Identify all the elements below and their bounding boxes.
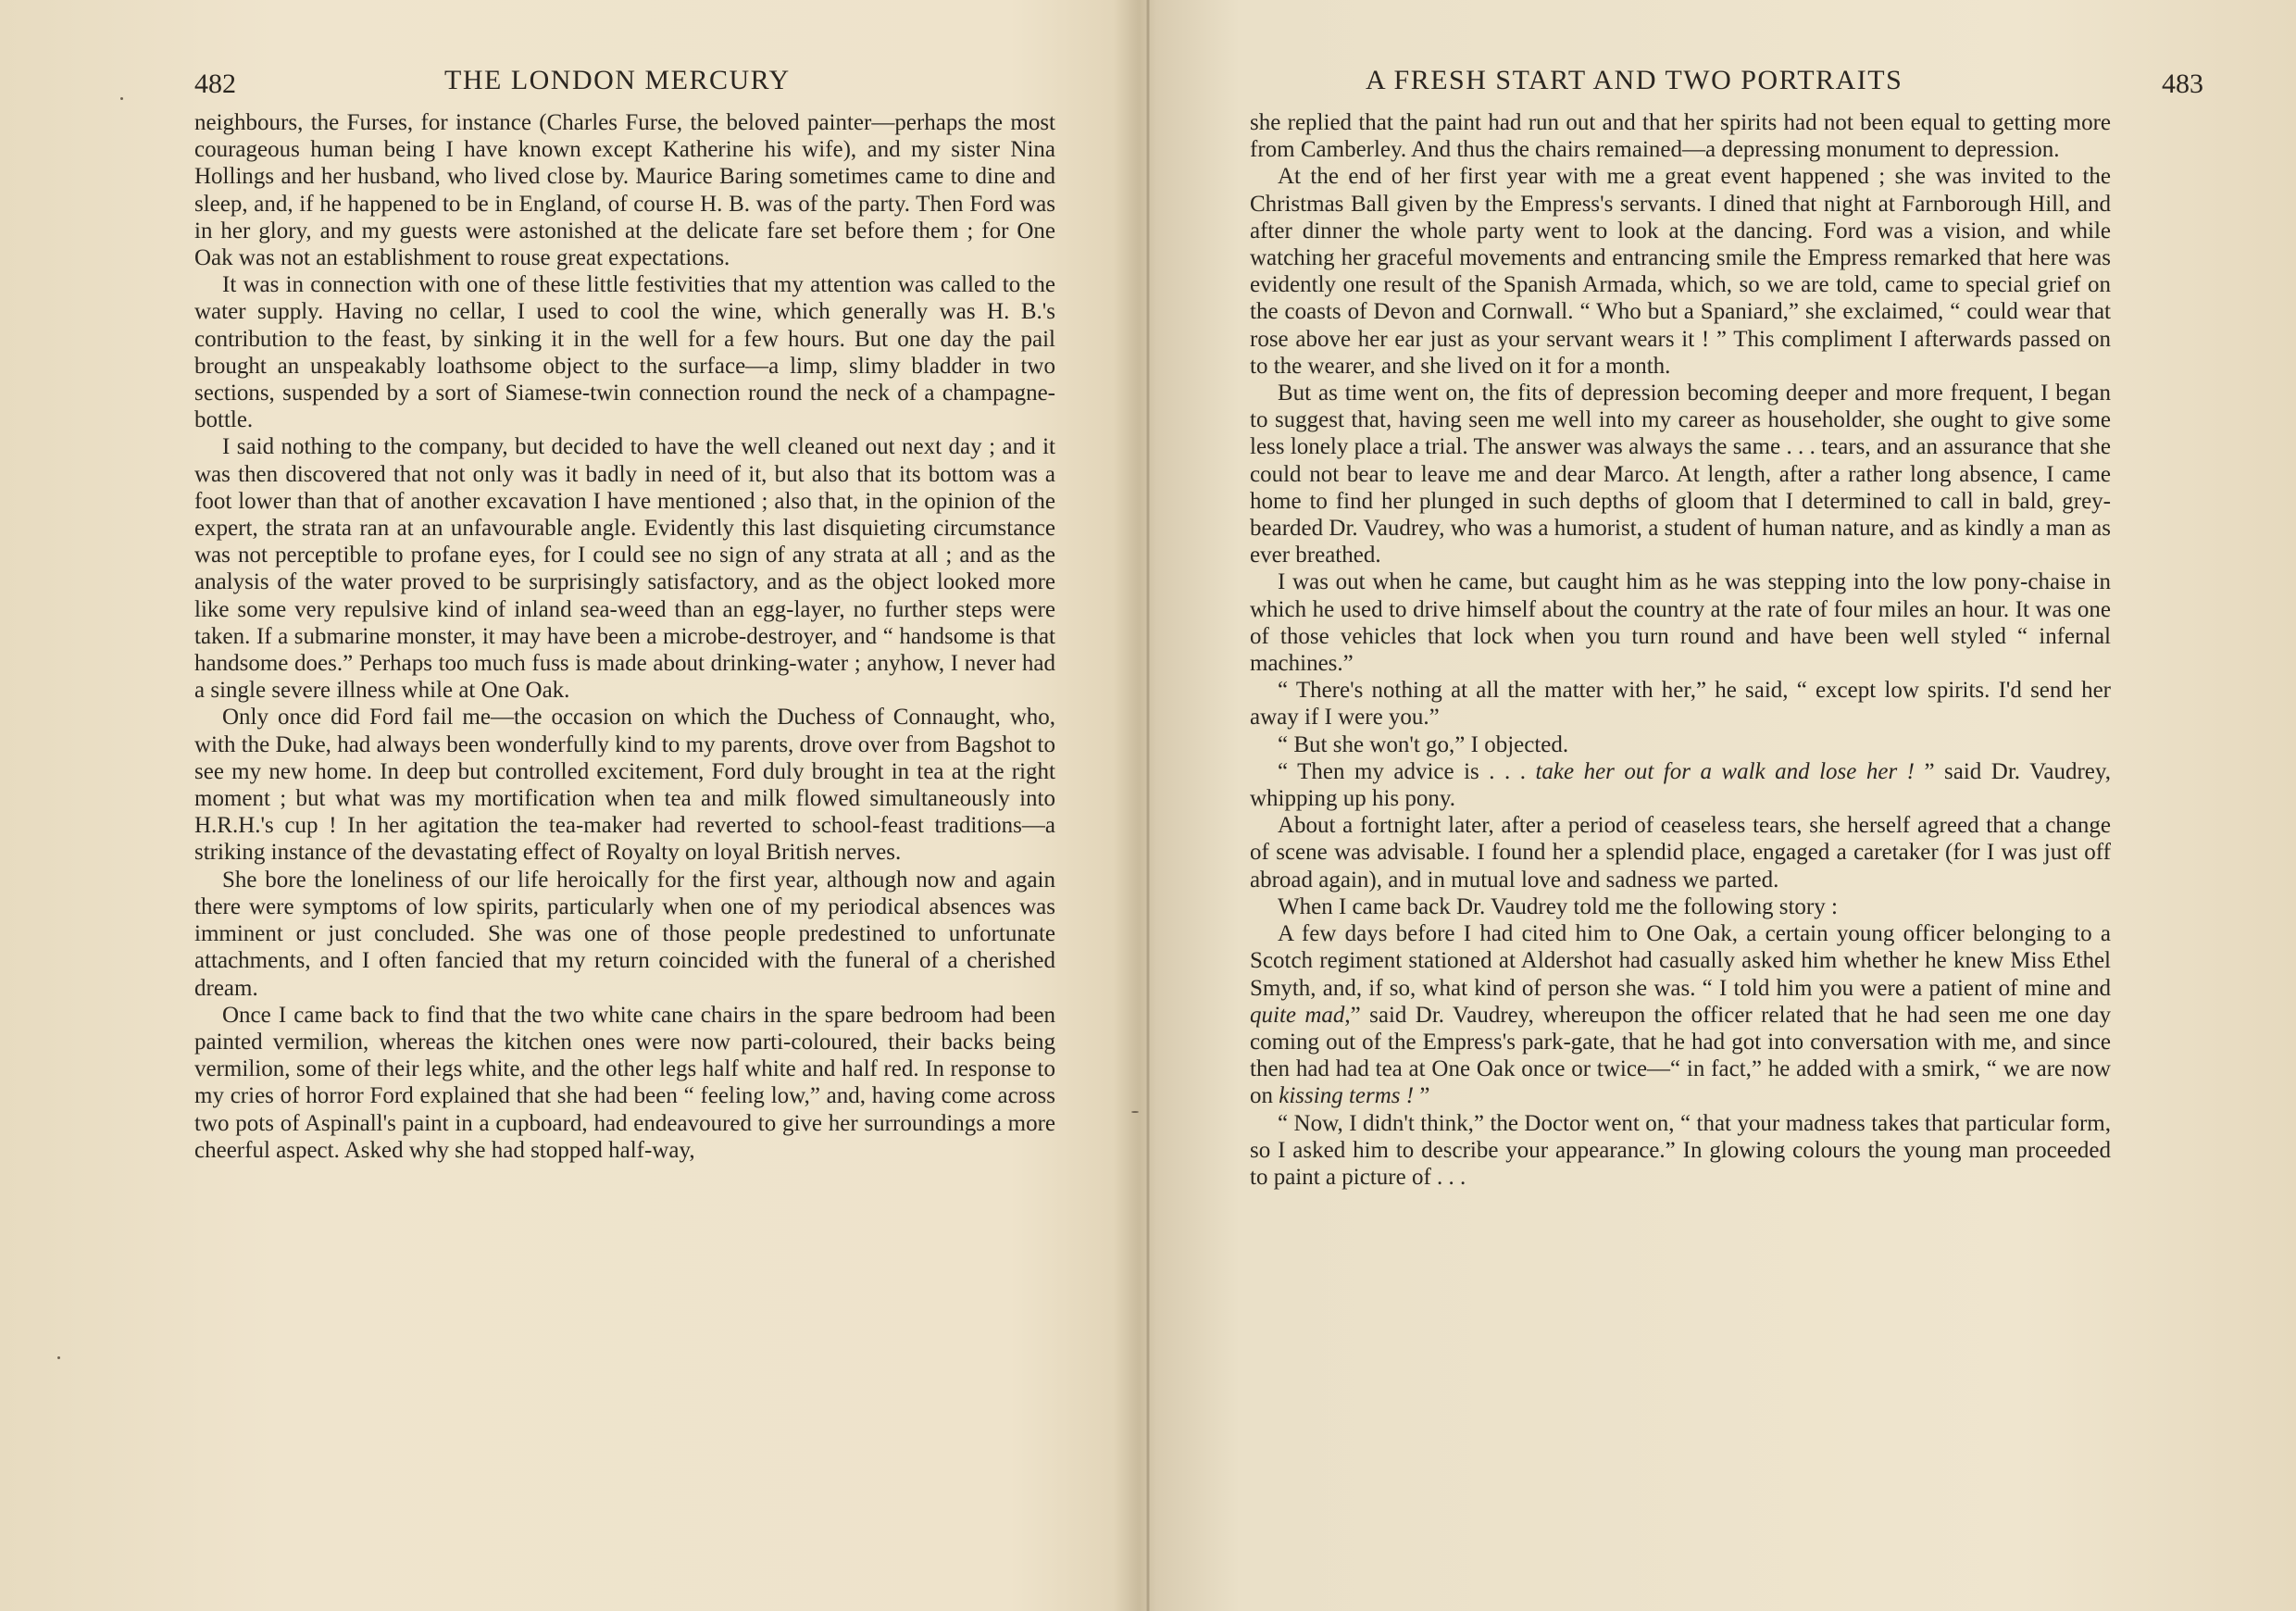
left-page-body xyxy=(194,109,1055,1164)
left-page-header xyxy=(194,65,1055,102)
paragraph xyxy=(1250,920,2111,1109)
paragraph: Once I came back to find that the two white cane chairs in the spare bedroom had been painted vermilion, whereas the kitchen ones were now parti-coloured, their backs being vermilion, some of their legs white, and the other legs half white and half red. In response to my cries of horror Ford explained that she had been “ feeling low,” and, having come across two pots of Aspinall's paint in a cupboard, had endeavoured to give her surroundings a more cheerful aspect. Asked why she had stopped half-way, xyxy=(194,1002,1055,1163)
text-run: ” said Dr. Vaudrey, whipping up his pony. xyxy=(1250,758,2111,812)
paragraph: Only once did Ford fail me—the occasion on which the Duchess of Connaught, who, with the Duke, had always been wonderfully kind to my parents, drove over from Bagshot to see my new home. In deep but controlled excitement, Ford duly brought in tea at the right moment ; but what was my mortification when tea and milk flowed simultaneously into H.R.H.'s cup ! In her agitation the tea-maker had reverted to school-feast traditions—a striking instance of the devastating effect of Royalty on loyal British nerves. xyxy=(194,705,1055,866)
running-head: THE LONDON MERCURY xyxy=(444,65,791,95)
text-run: “ Then my advice is . . . xyxy=(1278,758,1536,784)
paragraph: “ Now, I didn't think,” the Doctor went on, “ that your madness takes that particular form, so I asked him to describe your appearance.” In glowing colours the young man proceeded to paint a picture of . . . xyxy=(1250,1110,2111,1190)
running-head: A FRESH START AND TWO PORTRAITS xyxy=(1366,65,1903,95)
paragraph: I was out when he came, but caught him as he was stepping into the low pony-chaise in which he used to drive himself about the country at the rate of four miles an hour. It was one of those vehicles that lock when you turn round and have been well styled “ infernal machines.” xyxy=(1250,569,2111,677)
right-page-body xyxy=(1250,109,2111,1191)
right-page xyxy=(1150,0,2296,1611)
paragraph: About a fortnight later, after a period of ceaseless tears, she herself agreed that a change of scene was advisable. I found her a splendid place, engaged a caretaker (for I was just off abroad again), and in mutual love and sadness we parted. xyxy=(1250,813,2111,893)
italic-text: take her out for a walk and lose her ! xyxy=(1535,758,1915,784)
paragraph: At the end of her first year with me a great event happened ; she was invited to the Christmas Ball given by the Empress's servants. I dined that night at Farnborough Hill, and after dinner the whole party went to look at the dancing. Ford was a vision, and while watching her graceful movements and entrancing smile the Empress remarked that here was evidently one result of the Spanish Armada, which, so we are told, came to special grief on the coasts of Devon and Cornwall. “ Who but a Spaniard,” she exclaimed, “ could wear that rose above her ear just as your servant wears it ! ” This compliment I afterwards passed on to the wearer, and she lived on it for a month. xyxy=(1250,164,2111,379)
paragraph: I said nothing to the company, but decided to have the well cleaned out next day ; and it was then discovered that not only was it badly in need of it, but also that its bottom was a foot lower than that of another excavation I have mentioned ; also that, in the opinion of the expert, the strata ran at an unfavourable angle. Evidently this last disquieting circumstance was not perceptible to profane eyes, for I could see no sign of any strata at all ; and as the analysis of the water proved to be surprisingly satisfactory, and as the object looked more like some very repulsive kind of inland sea-weed than an egg-layer, no further steps were taken. If a submarine monster, it may have been a microbe-destroyer, and “ handsome is that handsome does.” Perhaps too much fuss is made about drinking-water ; anyhow, I never had a single severe illness while at One Oak. xyxy=(194,434,1055,704)
paragraph: But as time went on, the fits of depression becoming deeper and more frequent, I began to suggest that, having seen me well into my career as householder, she ought to give some less lonely place a trial. The answer was always the same . . . tears, and an assurance that she could not bear to leave me and dear Marco. At length, after a rather long absence, I came home to find her plunged in such depths of gloom that I determined to call in bald, grey-bearded Dr. Vaudrey, who was a humorist, a student of human nature, and as kindly a man as ever breathed. xyxy=(1250,381,2111,568)
text-run: ” xyxy=(1414,1083,1430,1109)
page-number: 483 xyxy=(2162,69,2203,99)
paragraph: “ But she won't go,” I objected. xyxy=(1278,731,1569,757)
paragraph: She bore the loneliness of our life heroically for the first year, although now and again there were symptoms of low spirits, particularly when one of my periodical absences was imminent or just concluded. She was one of those people predestined to unfortunate attachments, and I often fancied that my return coincided with the funeral of a cherished dream. xyxy=(194,867,1055,1001)
paragraph: “ There's nothing at all the matter with her,” he said, “ except low spirits. I'd send her away if I were you.” xyxy=(1250,678,2111,731)
paper-speck xyxy=(57,1356,60,1359)
paragraph: It was in connection with one of these little festivities that my attention was called to the water supply. Having no cellar, I used to cool the wine, which generally was H. B.'s contribution to the feast, by sinking it in the well for a few hours. But one day the pail brought an unspeakably loathsome object to the surface—a limp, slimy bladder in two sections, suspended by a sort of Siamese-twin connection round the neck of a champagne-bottle. xyxy=(194,272,1055,433)
paragraph: neighbours, the Furses, for instance (Charles Furse, the beloved painter—perhaps the most courageous human being I have known except Katherine his wife), and my sister Nina Hollings and her husband, who lived close by. Maurice Baring sometimes came to dine and sleep, and, if he happened to be in England, of course H. B. was of the party. Then Ford was in her glory, and my guests were astonished at the delicate fare set before them ; for One Oak was not an establishment to rouse great expectations. xyxy=(194,110,1055,271)
paper-speck xyxy=(120,97,123,100)
paragraph xyxy=(1250,758,2111,812)
italic-text: kissing terms ! xyxy=(1279,1083,1415,1109)
text-run: ,” said Dr. Vaudrey, whereupon the officer related that he had seen me one day coming out of the Empress's park-gate, that he had got into conversation with me, and since then had had tea at One Oak once or twice—“ in fact,” he added with a smirk, “ we are now on xyxy=(1250,1002,2112,1109)
paragraph: she replied that the paint had run out and that her spirits had not been equal to getting more from Camberley. And thus the chairs remained—a depressing monument to depression. xyxy=(1250,110,2111,163)
left-page xyxy=(0,0,1146,1611)
paper-speck xyxy=(1131,1111,1139,1113)
page-number: 482 xyxy=(194,69,236,99)
right-page-header xyxy=(1250,65,2203,102)
paragraph: When I came back Dr. Vaudrey told me the following story : xyxy=(1278,893,1838,919)
text-run: A few days before I had cited him to One Oak, a certain young officer belonging to a Scotch regiment stationed at Aldershot had casually asked him whether he knew Miss Ethel Smyth, and, if so, what kind of person she was. “ I told him you were a patient of mine and xyxy=(1250,921,2111,1001)
italic-text: quite mad xyxy=(1250,1002,1345,1028)
